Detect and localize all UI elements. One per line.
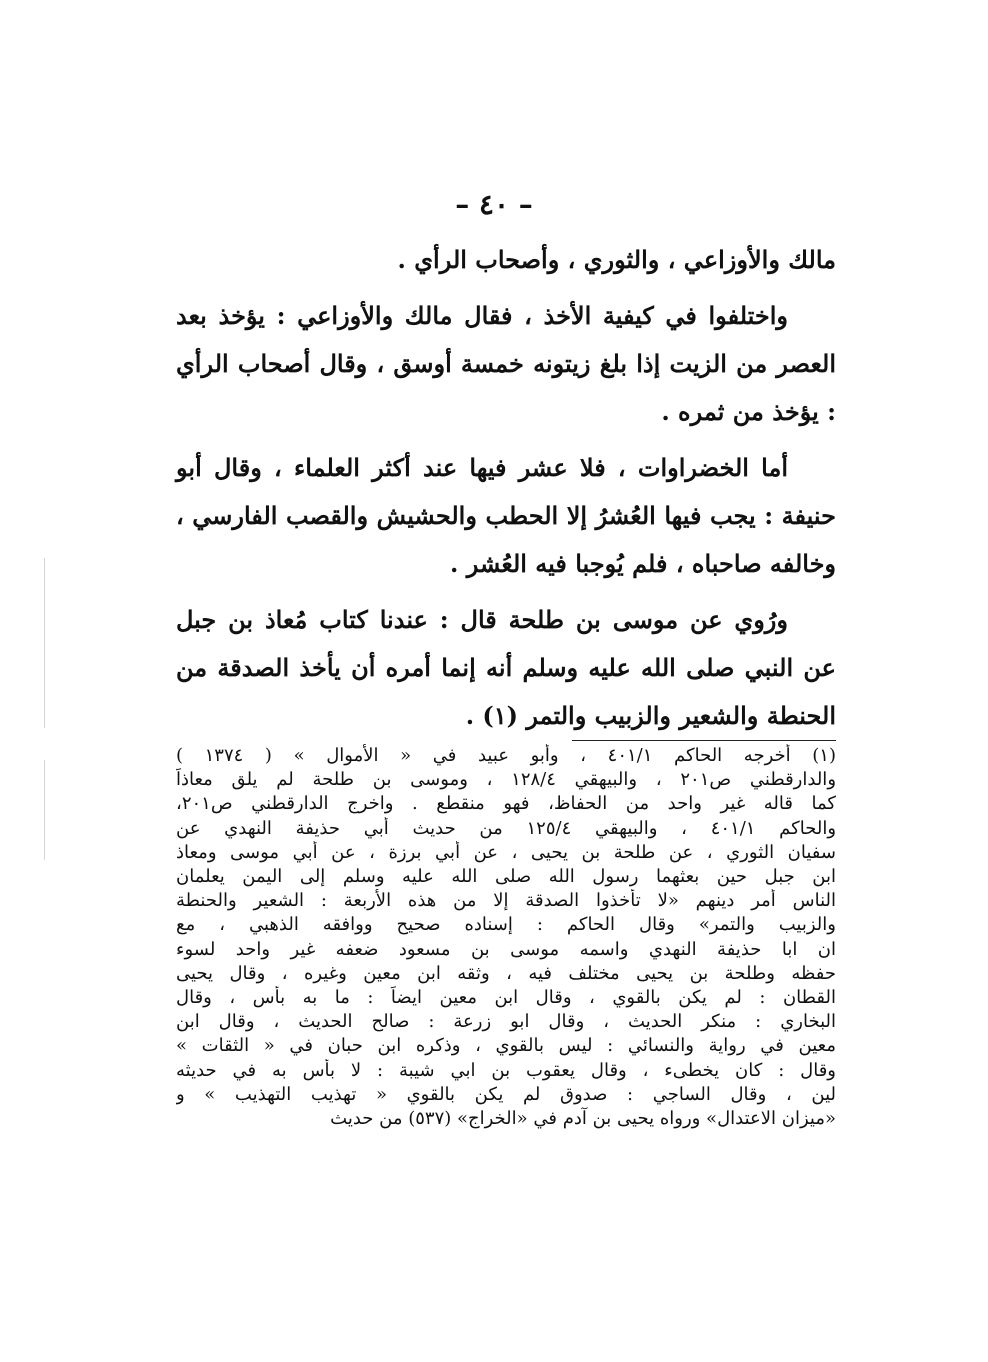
paragraph: مالك والأوزاعي ، والثوري ، وأصحاب الرأي .	[397, 245, 836, 274]
main-text	[176, 236, 836, 748]
footnote-line: ابن جبل حين بعثهما رسول الله صلى الله عليه وسلم إلى اليمن يعلمان	[176, 866, 836, 888]
footnote-line: البخاري : منكر الحديث ، وقال ابو زرعة : صالح الحديث ، وقال ابن	[176, 1011, 836, 1033]
footnote-line: وقال : كان يخطىء ، وقال يعقوب بن ابي شيبة : لا بأس به في حديثه	[176, 1059, 836, 1081]
footnote-line: معين في رواية والنسائي : ليس بالقوي ، وذكره ابن حبان في « الثقات »	[176, 1035, 836, 1057]
footnote-line: لين ، وقال الساجي : صدوق لم يكن بالقوي « تهذيب التهذيب » و	[176, 1083, 836, 1105]
paragraph: ورُوي عن موسى بن طلحة قال : عندنا كتاب مُعاذ بن جبل عن النبي صلى الله عليه وسلم أنه إنما أمره أن يأخذ الصدقة من الحنطة والشعير والزبيب والتمر (١) .	[176, 605, 836, 730]
footnote-line: ان ابا حذيفة النهدي واسمه موسى بن مسعود ضعفه غير واحد لسوء	[176, 938, 836, 960]
footnote-line: والحاكم ٤٠١/١ ، والبيهقي ١٢٥/٤ من حديث أبي حذيفة النهدي عن	[176, 817, 836, 839]
footnote-line: (١) أخرجه الحاكم ٤٠١/١ ، وأبو عبيد في « الأموال » ( ١٣٧٤ )	[176, 745, 836, 766]
paragraph: أما الخضراوات ، فلا عشر فيها عند أكثر العلماء ، وقال أبو حنيفة : يجب فيها العُشرُ إلا الحطب والحشيش والقصب الفارسي ، وخالفه صاحباه ، فلم يُوجبا فيه العُشر .	[176, 453, 836, 578]
paragraph: واختلفوا في كيفية الأخذ ، فقال مالك والأوزاعي : يؤخذ بعد العصر من الزيت إذا بلغ زيتونه خمسة أوسق ، وقال أصحاب الرأي : يؤخذ من ثمره .	[176, 301, 836, 426]
footnote-line: الناس أمر دينهم «لا تأخذوا الصدقة إلا من هذه الأربعة : الشعير والحنطة	[176, 890, 836, 912]
footnote-line: والدارقطني ص٢٠١ ، والبيهقي ١٢٨/٤ ، وموسى بن طلحة لم يلق معاذاً	[176, 769, 836, 791]
footnote-line: والزبيب والتمر» وقال الحاكم : إسناده صحيح ووافقه الذهبي ، مع	[176, 914, 836, 936]
footnote	[176, 744, 836, 1131]
scan-margin-line	[44, 760, 45, 860]
page-number: – ٤٠ –	[455, 188, 533, 221]
footnote-line: «ميزان الاعتدال» ورواه يحيى بن آدم في «الخراج» (٥٣٧) من حديث	[330, 1108, 836, 1130]
scan-margin-line	[44, 558, 45, 728]
footnote-line: حفظه وطلحة بن يحيى مختلف فيه ، وثقه ابن معين وغيره ، وقال يحيى	[176, 962, 836, 984]
footnote-line: كما قاله غير واحد من الحفاظ، فهو منقطع . واخرج الدارقطني ص٢٠١،	[176, 793, 836, 815]
footnote-divider	[572, 740, 836, 742]
footnote-line: سفيان الثوري ، عن طلحة بن يحيى ، عن أبي برزة ، عن أبي موسى ومعاذ	[176, 841, 836, 863]
footnote-line: القطان : لم يكن بالقوي ، وقال ابن معين ايضاً : ما به بأس ، وقال	[176, 987, 836, 1009]
